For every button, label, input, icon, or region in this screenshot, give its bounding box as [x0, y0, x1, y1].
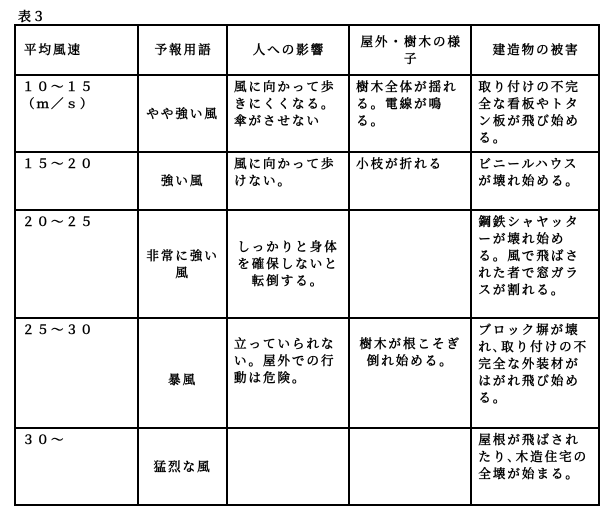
cell-effect-on-people: 風に向かって歩けない。: [227, 152, 349, 210]
cell-wind-speed: １０～１５ （ｍ／ｓ）: [15, 75, 138, 152]
table-caption: 表３: [18, 10, 47, 25]
cell-outdoor-trees: 樹木全体が揺れる。電線が鳴る。: [349, 75, 471, 152]
cell-forecast-term: 非常に強い風: [138, 210, 227, 318]
cell-wind-speed: ２５～３０: [15, 318, 138, 428]
cell-building-damage: 鋼鉄シャヤッターが壊れ始める。風で飛ばされた者で窓ガラスが割れる。: [471, 210, 599, 318]
cell-building-damage: 取り付けの不完全な看板やトタン板が飛び始める。: [471, 75, 599, 152]
cell-outdoor-trees: 小枝が折れる: [349, 152, 471, 210]
table-row: [15, 428, 599, 505]
table-row: [15, 318, 599, 428]
table-row: [15, 152, 599, 210]
cell-effect-on-people: 立っていられない。屋外での行動は危険。: [227, 318, 349, 428]
cell-building-damage: ビニールハウスが壊れ始める。: [471, 152, 599, 210]
table-header-row: [15, 25, 599, 75]
cell-forecast-term: 強い風: [138, 152, 227, 210]
header-outdoor-trees: 屋外・樹木の様子: [349, 25, 471, 75]
header-forecast-term: 予報用語: [138, 25, 227, 75]
cell-building-damage: 屋根が飛ばされたり､木造住宅の全壊が始まる。: [471, 428, 599, 505]
cell-outdoor-trees: [349, 210, 471, 318]
table-row: [15, 210, 599, 318]
cell-effect-on-people: しっかりと身体を確保しないと転倒する。: [227, 210, 349, 318]
table-row: [15, 75, 599, 152]
cell-effect-on-people: [227, 428, 349, 505]
cell-wind-speed: ２０～２５: [15, 210, 138, 318]
cell-forecast-term: 暴風: [138, 318, 227, 428]
cell-effect-on-people: 風に向かって歩きにくくなる。傘がさせない: [227, 75, 349, 152]
cell-outdoor-trees: 樹木が根こそぎ倒れ始める。: [349, 318, 471, 428]
cell-building-damage: ブロック塀が壊れ､取り付けの不完全な外装材がはがれ飛び始める。: [471, 318, 599, 428]
cell-wind-speed: ３０～: [15, 428, 138, 505]
cell-forecast-term: やや強い風: [138, 75, 227, 152]
header-building-damage: 建造物の被害: [471, 25, 599, 75]
wind-damage-table: [14, 24, 600, 506]
header-effect-on-people: 人への影響: [227, 25, 349, 75]
header-average-wind-speed: 平均風速: [15, 25, 138, 75]
cell-outdoor-trees: [349, 428, 471, 505]
cell-forecast-term: 猛烈な風: [138, 428, 227, 505]
cell-wind-speed: １５～２０: [15, 152, 138, 210]
